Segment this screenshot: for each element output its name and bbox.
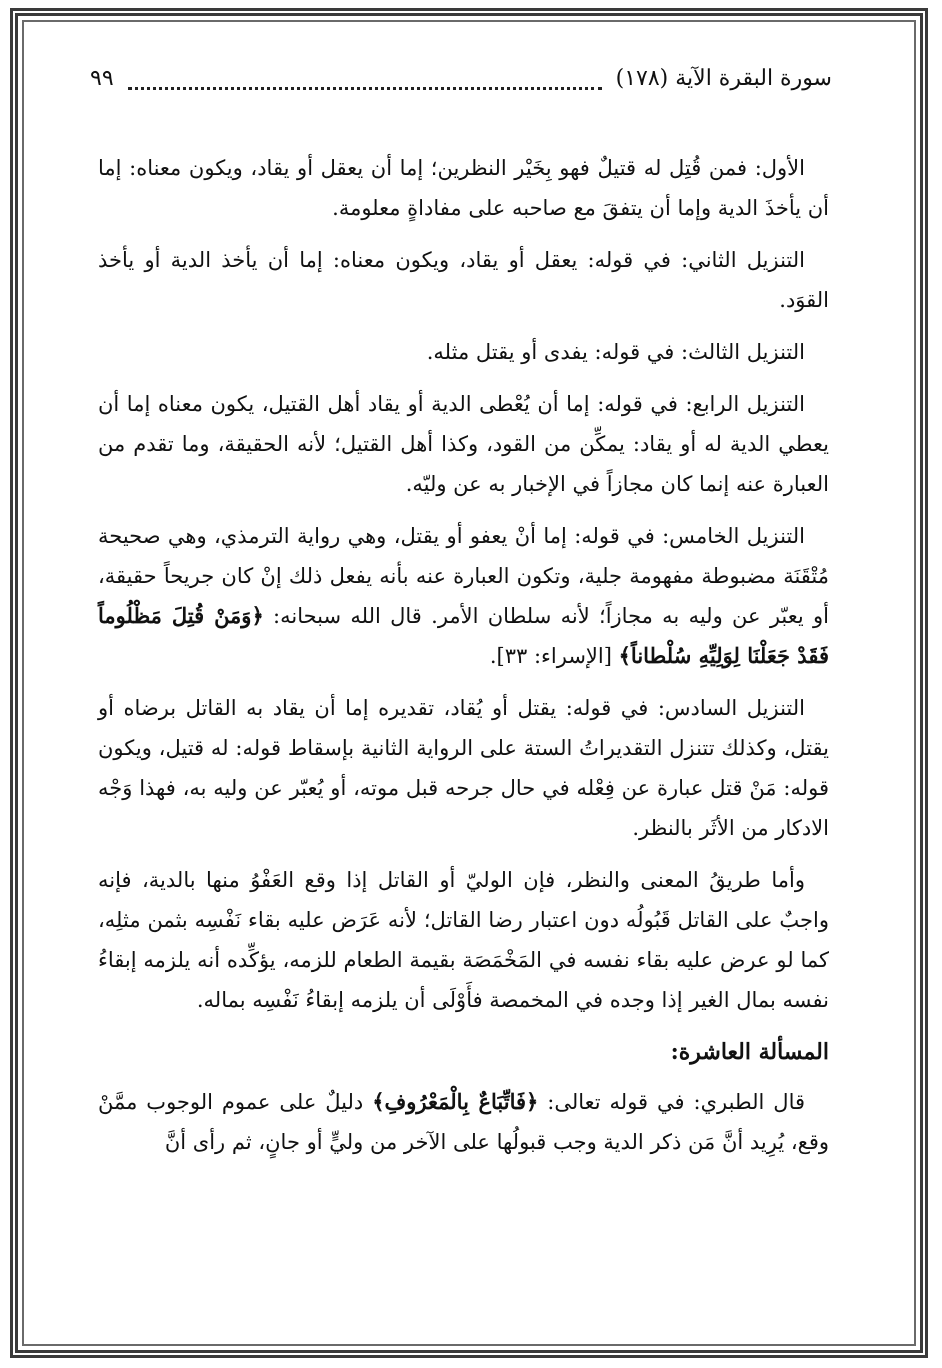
paragraph-third-tanzil: التنزيل الثالث: في قوله: يفدى أو يقتل مثله. xyxy=(426,340,805,364)
verse-reference: [الإسراء: ٣٣]. xyxy=(489,644,619,668)
header-dotted-leader xyxy=(128,75,602,90)
paragraph-tabari xyxy=(98,1082,829,1162)
running-header xyxy=(90,60,832,96)
paragraph-first: الأول: فمن قُتِل له قتيلٌ فهو بِخَيْر النظرين؛ إما أن يعقل أو يقاد، ويكون معناه: إما أن يأخذَ الدية وإما أن يتفقَ مع صاحبه على مفاداةٍ معلومة. xyxy=(98,156,829,220)
quran-verse-isra: ﴿وَمَنْ قُتِلَ مَظْلُوماً فَقَدْ جَعَلْنَا لِوَلِيِّهِ سُلْطاناً﴾ xyxy=(98,603,829,668)
paragraph-fifth-tanzil xyxy=(98,516,829,676)
paragraph-tabari-text: قال الطبري: في قوله تعالى: xyxy=(538,1090,806,1114)
paragraph-sixth-tanzil: التنزيل السادس: في قوله: يقتل أو يُقاد، تقديره إما أن يقاد به القاتل برضاه أو يقتل، وكذلك تتنزل التقديراتُ الستة على الرواية الثانية بإسقاط قوله: له قتيل، ويكون قوله: مَنْ قتل عبارة عن فِعْله في حال جرحه قبل موته، أو يُعبّر عن وليه به، فهذا وَجْه الادكار من الأثَر بالنظر. xyxy=(98,696,829,840)
paragraph-fourth-tanzil: التنزيل الرابع: في قوله: إما أن يُعْطى الدية أو يقاد أهل القتيل، يكون معناه إما أن يعطي الدية له أو يقاد: يمكِّن من القود، وكذا أهل القتيل؛ لأنه الحقيقة، وما تقدم من العبارة عنه إنما كان مجازاً في الإخبار به عن وليّه. xyxy=(98,392,829,496)
paragraph-fifth-text: التنزيل الخامس: في قوله: إما أنْ يعفو أو يقتل، وهي رواية الترمذي، وهي صحيحة مُتْقَنَة مضبوطة مفهومة جلية، وتكون العبارة عنه بأنه يفعل ذلك إنْ كان جريحاً حقيقة، أو يعبّر عن وليه به مجازاً؛ لأنه سلطان الأمر. قال الله سبحانه: xyxy=(98,524,829,628)
header-title: سورة البقرة الآية (١٧٨) xyxy=(615,65,832,91)
paragraph-reasoning: وأما طريقُ المعنى والنظر، فإن الوليّ أو القاتل إذا وقع العَفْوُ منها بالدية، فإنه واجبٌ على القاتل قَبُولُه دون اعتبار رضا القاتل؛ لأنه عَرَض عليه بقاء نَفْسِه بثمن مثلِه، كما لو عرض عليه بقاء نفسه في المَخْمَصَة بقيمة الطعام للزمه، يؤكِّده أنه يلزمه إبقاءُ نفسه بمال الغير إذا وجده في المخمصة فأَوْلَى أن يلزمه إبقاءُ نَفْسِه بماله. xyxy=(98,868,829,1012)
paragraph-tabari-rest: دليلٌ على عموم الوجوب ممَّنْ وقع، يُرِيد أنَّ مَن ذكر الدية وجب قبولُها على الآخر من وليٍّ أو جانٍ، ثم رأى أنَّ xyxy=(98,1090,829,1154)
section-heading: المسألة العاشرة: xyxy=(670,1039,829,1065)
paragraph-second-tanzil: التنزيل الثاني: في قوله: يعقل أو يقاد، ويكون معناه: إما أن يأخذ الدية أو يأخذ القوَد. xyxy=(98,248,829,312)
page-number: ٩٩ xyxy=(90,65,114,91)
page-body xyxy=(98,148,829,1174)
quran-verse-ittiba: ﴿فَاتِّبَاعٌ بِالْمَعْرُوفِ﴾ xyxy=(372,1089,539,1114)
